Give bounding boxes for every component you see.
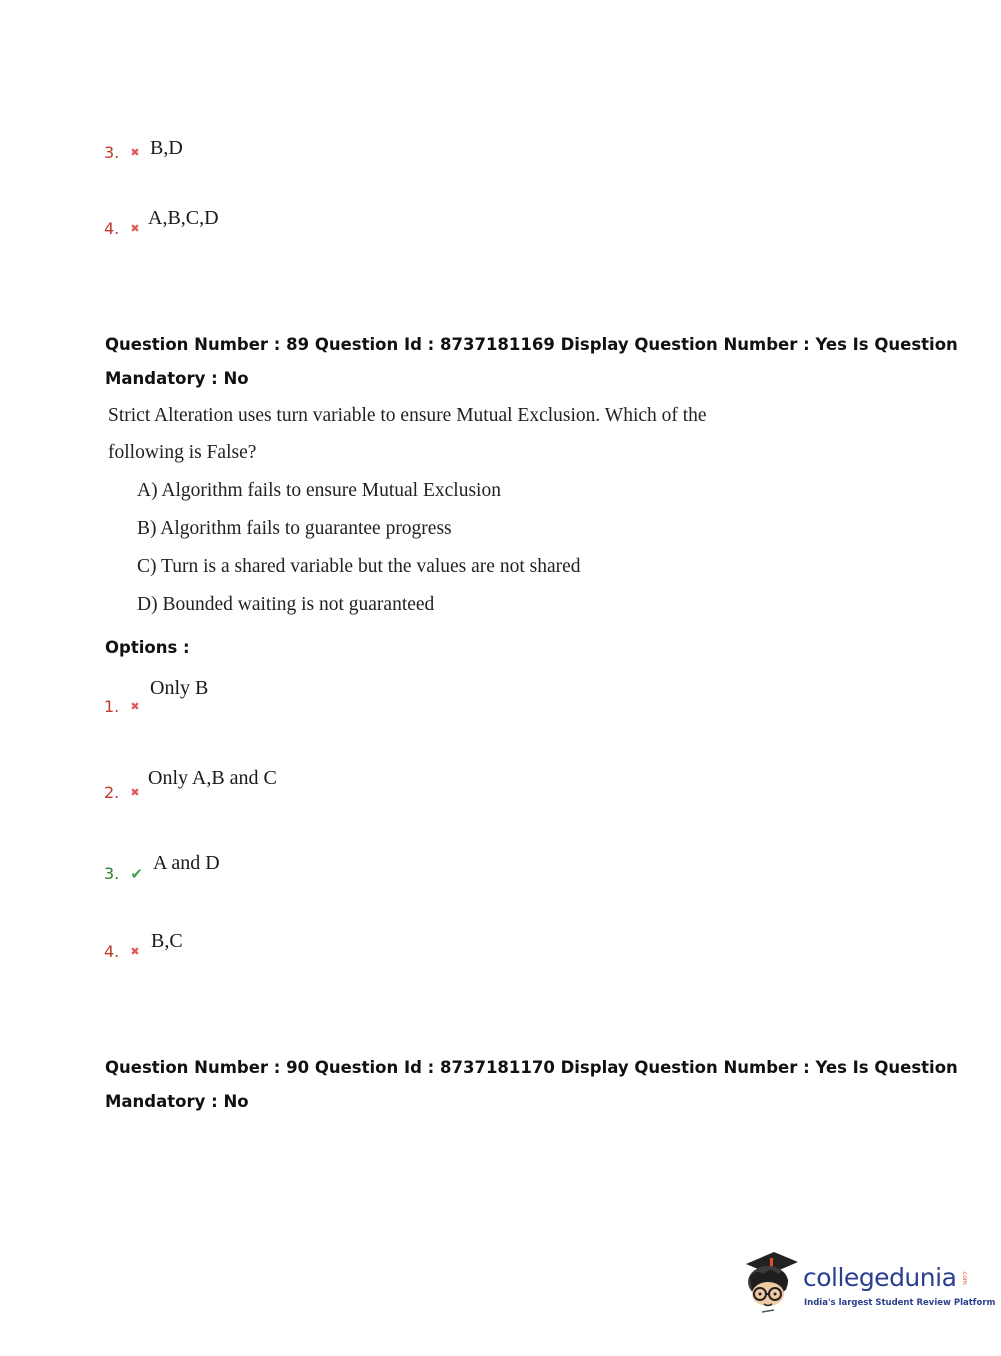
cross-icon: ✖ bbox=[130, 786, 140, 799]
option-row bbox=[104, 143, 140, 162]
option-text: Only B bbox=[150, 677, 209, 699]
question-header: Question Number : 89 Question Id : 8737181169 Display Question Number : Yes Is Question bbox=[105, 335, 958, 354]
option-number: 4. bbox=[104, 219, 120, 238]
cross-icon: ✖ bbox=[130, 945, 140, 958]
statement-item: A) Algorithm fails to ensure Mutual Exclusion bbox=[137, 480, 501, 501]
option-text: Only A,B and C bbox=[148, 767, 277, 789]
question-header: Question Number : 90 Question Id : 8737181170 Display Question Number : Yes Is Question bbox=[105, 1058, 958, 1077]
option-row bbox=[104, 697, 140, 716]
mascot-logo-icon bbox=[740, 1250, 800, 1318]
option-row bbox=[104, 783, 140, 802]
option-number: 1. bbox=[104, 697, 120, 716]
option-row bbox=[104, 219, 140, 238]
question-mandatory: Mandatory : No bbox=[105, 1092, 249, 1111]
option-row bbox=[104, 864, 143, 883]
cross-icon: ✖ bbox=[130, 700, 140, 713]
option-number: 4. bbox=[104, 942, 120, 961]
logo-tagline: India's largest Student Review Platform bbox=[804, 1298, 996, 1308]
question-stem: following is False? bbox=[108, 442, 257, 463]
cross-icon: ✖ bbox=[130, 146, 140, 159]
options-label: Options : bbox=[105, 638, 190, 657]
logo-wordmark: collegedunia bbox=[803, 1263, 957, 1292]
cross-icon: ✖ bbox=[130, 222, 140, 235]
check-icon: ✔ bbox=[130, 865, 143, 883]
question-mandatory: Mandatory : No bbox=[105, 369, 249, 388]
option-text: A,B,C,D bbox=[148, 207, 219, 229]
option-number: 2. bbox=[104, 783, 120, 802]
statement-item: B) Algorithm fails to guarantee progress bbox=[137, 518, 452, 539]
option-number: 3. bbox=[104, 864, 120, 883]
option-number: 3. bbox=[104, 143, 120, 162]
option-text: B,C bbox=[151, 930, 183, 952]
option-row bbox=[104, 942, 140, 961]
option-text: A and D bbox=[153, 852, 220, 874]
logo-domain-suffix: .com bbox=[961, 1270, 968, 1285]
question-stem: Strict Alteration uses turn variable to ensure Mutual Exclusion. Which of the bbox=[108, 405, 707, 426]
option-text: B,D bbox=[150, 137, 183, 159]
statement-item: D) Bounded waiting is not guaranteed bbox=[137, 594, 435, 615]
statement-item: C) Turn is a shared variable but the values are not shared bbox=[137, 556, 581, 577]
